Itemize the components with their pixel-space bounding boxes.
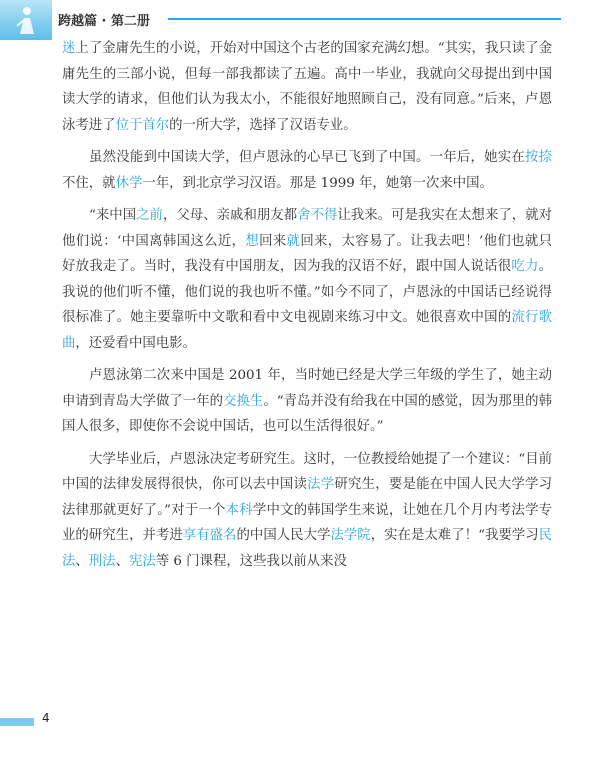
text-run: 、 [115, 553, 129, 569]
text-run: 大学毕业后，卢恩泳决定考研究生。这时，一位教授给她提了一个建议：“目前中国的法律发展得很快，你可以去中国读 [62, 451, 552, 492]
vocab-term: 民法 [62, 528, 553, 569]
vocab-term: 流行歌曲 [62, 310, 553, 351]
footer-accent-bar [0, 718, 34, 726]
text-run: ，实在是太难了！“我要学习 [370, 528, 539, 543]
paragraph [62, 363, 552, 440]
text-run: ，还爱看中国电影。 [75, 335, 196, 351]
vocab-term: 就 [286, 233, 301, 249]
person-silhouette-icon [16, 6, 38, 36]
text-run: 卢恩泳第二次来中国是 2001 年，当时她已经是大学三年级的学生了，她主动申请到青岛大学做了一年的 [62, 368, 552, 409]
vocab-term: 想 [245, 233, 260, 249]
text-run: 、 [75, 553, 89, 569]
text-run: 的一所大学，选择了汉语专业。 [169, 117, 357, 133]
vocab-term: 本科 [225, 502, 253, 518]
vocab-term: 迷 [62, 41, 76, 56]
text-run: 。“青岛并没有给我在中国的感觉，因为那里的韩国人很多，即使你不会说中国话，也可以生活得很好。” [62, 393, 552, 434]
text-run: 虽然没能到中国读大学，但卢恩泳的心早已飞到了中国。一年后，她实在 [89, 150, 525, 165]
text-run: 研究生，要是能在中国人民大学学习法律那就更好了。”对于一个 [62, 477, 553, 518]
book-header-title: 跨越篇 · 第二册 [58, 14, 150, 29]
vocab-term: 交换生 [223, 393, 264, 409]
vocab-term: 享有盛名 [182, 528, 237, 543]
vocab-term: 位于首尔 [115, 117, 170, 133]
paragraph [62, 203, 552, 356]
text-run: ，父母、亲戚和朋友都 [162, 208, 298, 223]
text-run: 等 6 门课程，这些我以前从来没 [155, 553, 347, 569]
vocab-term: 休学 [115, 175, 143, 191]
vocab-term: 宪法 [128, 553, 156, 569]
vocab-term: 吃力 [511, 259, 539, 274]
text-run: 学中文的韩国学生来说，让她在几个月内考法学专业的研究生，并考进 [62, 502, 553, 543]
vocab-term: 按捺 [524, 150, 552, 165]
main-text [62, 36, 552, 581]
text-run: 。我说的他们听不懂，他们说的我也听不懂。”如今不同了，卢恩泳的中国话已经说得很标准了。她主要靠听中文歌和看中文电视剧来练习中文。她很喜欢中国的 [62, 259, 553, 325]
text-run: 回来，太容易了。让我去吧！’他们也就只好放我走了。当时，我没有中国朋友，因为我的汉语不好，跟中国人说话很 [62, 233, 552, 274]
text-run: 让我来。可是我实在太想来了，就对他们说：‘中国离韩国这么近， [62, 208, 553, 249]
text-run: 的中国人民大学 [236, 528, 331, 543]
header-logo [0, 0, 52, 40]
text-run: 不住，就 [62, 175, 116, 191]
page-number: 4 [42, 711, 50, 725]
vocab-term: 之前 [136, 208, 163, 223]
header-rule [168, 18, 561, 20]
text-run: 回来 [259, 233, 287, 249]
paragraph [62, 447, 552, 575]
vocab-term: 舍不得 [297, 208, 338, 223]
text-run: “来中国 [89, 208, 137, 223]
paragraph [62, 145, 552, 196]
text-run: 上了金庸先生的小说，开始对中国这个古老的国家充满幻想。“其实，我只读了金庸先生的三部小说，但每一部我都读了五遍。高中一毕业，我就向父母提出到中国读大学的请求，但他们认为我太小，不能很好地照顾自己，没有同意。”后来，卢恩泳考进了 [62, 41, 553, 133]
text-run: 一年，到北京学习汉语。那是 1999 年，她第一次来中国。 [142, 175, 493, 191]
paragraph [62, 36, 552, 138]
vocab-term: 刑法 [88, 553, 116, 569]
vocab-term: 法学 [307, 477, 335, 492]
vocab-term: 法学院 [330, 528, 371, 543]
